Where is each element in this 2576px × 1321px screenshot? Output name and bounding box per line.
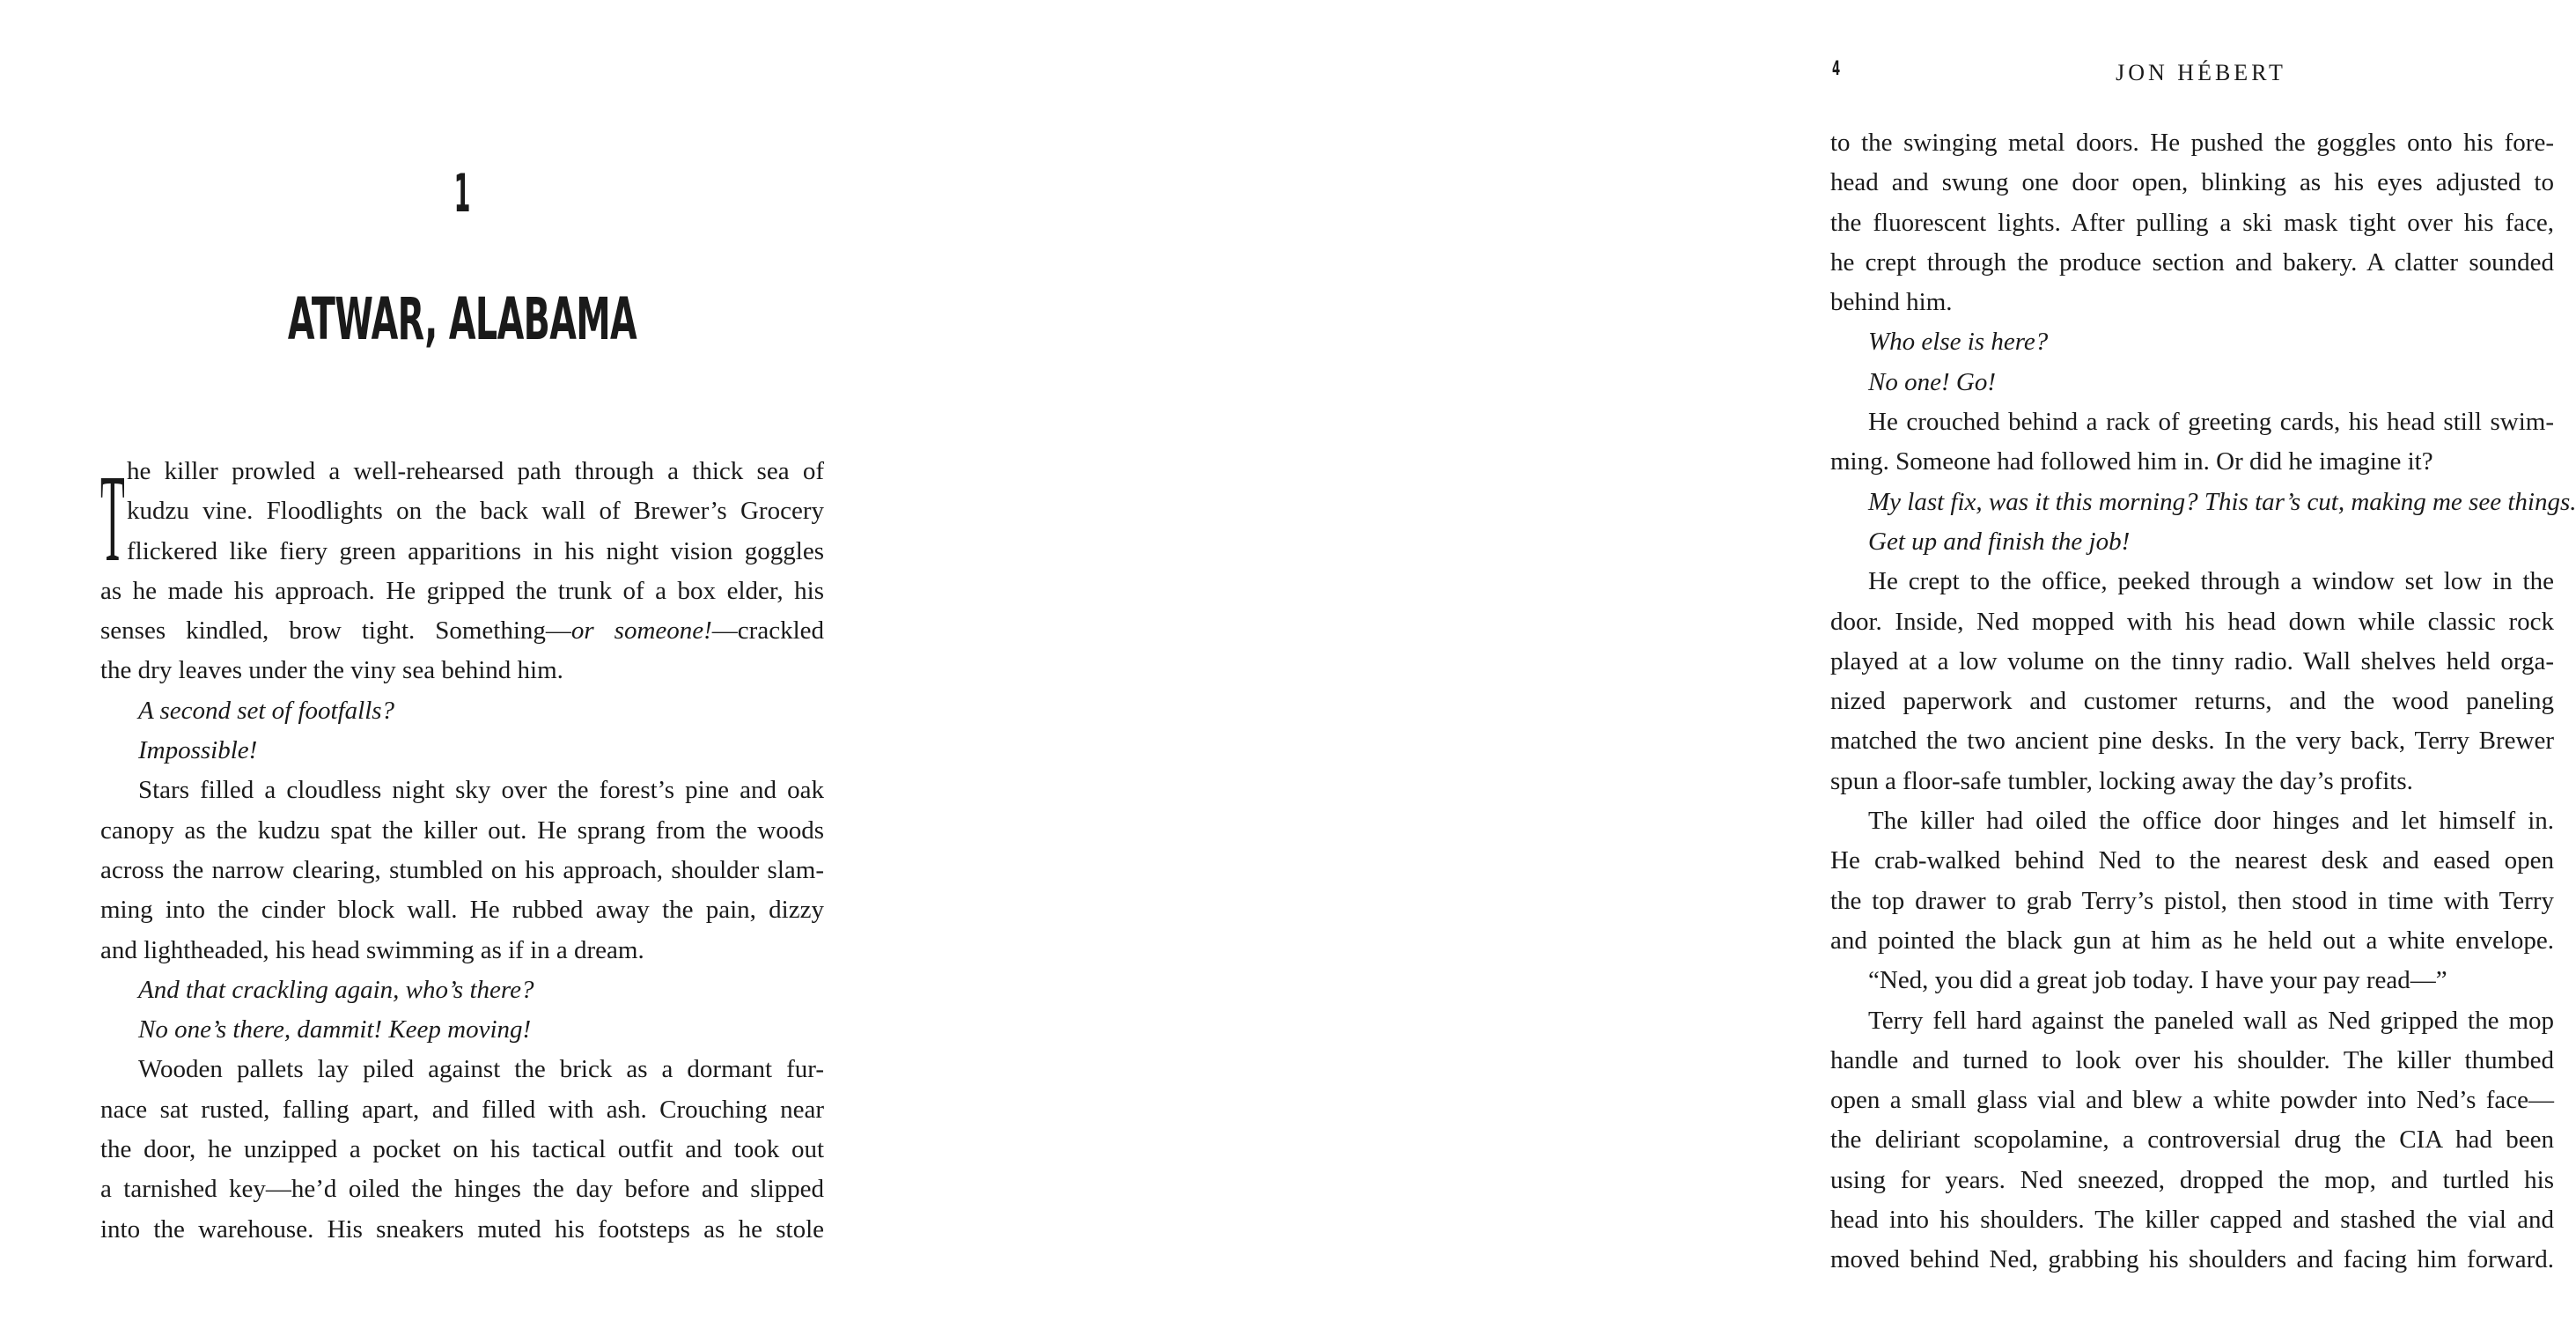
text-line: the fluorescent lights. After pulling a ski mask tight over his face, <box>1830 208 2554 237</box>
text-line: across the narrow clearing, stumbled on his approach, shoulder slam- <box>100 855 824 884</box>
text-line: Stars filled a cloudless night sky over the forest’s pine and oak <box>138 776 824 805</box>
text-line: No one! Go! <box>1868 367 1996 396</box>
text-line: the deliriant scopolamine, a controversial drug the CIA had been <box>1830 1125 2554 1155</box>
text-line: door. Inside, Ned mopped with his head down while classic rock <box>1830 607 2554 636</box>
left-page <box>0 0 880 1321</box>
text-line: he killer prowled a well-rehearsed path through a thick sea of <box>127 457 824 485</box>
text-line: spun a floor-safe tumbler, locking away the day’s profits. <box>1830 766 2413 795</box>
text-line: and pointed the black gun at him as he held out a white envelope. <box>1830 926 2554 955</box>
italic-run: or someone! <box>570 616 712 646</box>
text-line: into the warehouse. His sneakers muted his footsteps as he stole <box>100 1214 824 1244</box>
text-line: “Ned, you did a great job today. I have your pay read—” <box>1868 966 2447 995</box>
right-page <box>880 0 2576 1321</box>
chapter-title: ATWAR, ALABAMA <box>287 285 637 353</box>
text-line: nized paperwork and customer returns, and the wood paneling <box>1830 687 2554 716</box>
text-line: matched the two ancient pine desks. In the very back, Terry Brewer <box>1830 727 2554 756</box>
text-line: flickered like fiery green apparitions in his night vision goggles <box>127 536 824 565</box>
text-line: handle and turned to look over his shoulder. The killer thumbed <box>1830 1045 2554 1074</box>
text-line: kudzu vine. Floodlights on the back wall of Brewer’s Grocery <box>127 497 824 526</box>
text-line: He crab-walked behind Ned to the nearest desk and eased open <box>1830 846 2554 875</box>
text-line: and lightheaded, his head swimming as if in a dream. <box>100 935 644 964</box>
text-line: played at a low volume on the tinny radio. Wall shelves held orga- <box>1830 646 2554 675</box>
text-line: head into his shoulders. The killer capped and stashed the vial and <box>1830 1206 2554 1235</box>
text-line: the door, he unzipped a pocket on his tactical outfit and took out <box>100 1135 824 1164</box>
text-line <box>100 611 824 651</box>
text-line: He crept to the office, peeked through a window set low in the <box>1868 567 2554 596</box>
text-line: Terry fell hard against the paneled wall as Ned gripped the mop <box>1868 1006 2554 1035</box>
text-line: he crept through the produce section and bakery. A clatter sounded <box>1830 247 2554 277</box>
text-line: Who else is here? <box>1868 328 2049 357</box>
text-line: The killer had oiled the office door hinges and let himself in. <box>1868 807 2554 836</box>
text-line: He crouched behind a rack of greeting cards, his head still swim- <box>1868 408 2554 437</box>
text-run: senses kindled, brow tight. Something— <box>100 616 571 646</box>
text-line: moved behind Ned, grabbing his shoulders and facing him forward. <box>1830 1245 2554 1274</box>
text-line: Impossible! <box>138 736 258 765</box>
text-line: Wooden pallets lay piled against the brick as a dormant fur- <box>138 1055 824 1084</box>
text-line: behind him. <box>1830 288 1953 317</box>
drop-cap: T <box>100 448 125 587</box>
text-run: —crackled <box>711 616 824 646</box>
text-line: as he made his approach. He gripped the trunk of a box elder, his <box>100 576 824 605</box>
left-body-text <box>100 448 824 1250</box>
right-body-text <box>1830 123 2576 1280</box>
text-line: canopy as the kudzu spat the killer out. He sprang from the woods <box>100 815 824 845</box>
text-line: the dry leaves under the viny sea behind him. <box>100 656 563 685</box>
text-line: No one’s there, dammit! Keep moving! <box>138 1015 532 1044</box>
text-line: open a small glass vial and blew a white powder into Ned’s face— <box>1830 1086 2554 1115</box>
text-line: And that crackling again, who’s there? <box>138 975 534 1004</box>
text-line: the top drawer to grab Terry’s pistol, then stood in time with Terry <box>1830 886 2554 915</box>
page-number: 4 <box>1832 58 1841 80</box>
text-line: ming into the cinder block wall. He rubbed away the pain, dizzy <box>100 896 824 925</box>
text-line: ming. Someone had followed him in. Or did he imagine it? <box>1830 447 2433 476</box>
running-head: JON HÉBERT <box>2116 60 2286 85</box>
text-line: to the swinging metal doors. He pushed the goggles onto his fore- <box>1830 129 2554 157</box>
text-line: head and swung one door open, blinking as his eyes adjusted to <box>1830 168 2554 197</box>
text-line: nace sat rusted, falling apart, and filled with ash. Crouching near <box>100 1095 824 1124</box>
text-line: A second set of footfalls? <box>138 696 395 725</box>
text-line: My last fix, was it this morning? This tar’s cut, making me see things. <box>1868 487 2576 516</box>
text-line: using for years. Ned sneezed, dropped the mop, and turtled his <box>1830 1165 2554 1194</box>
text-line: Get up and finish the job! <box>1868 527 2131 556</box>
chapter-number: 1 <box>453 163 471 225</box>
text-line: a tarnished key—he’d oiled the hinges the day before and slipped <box>100 1175 824 1204</box>
